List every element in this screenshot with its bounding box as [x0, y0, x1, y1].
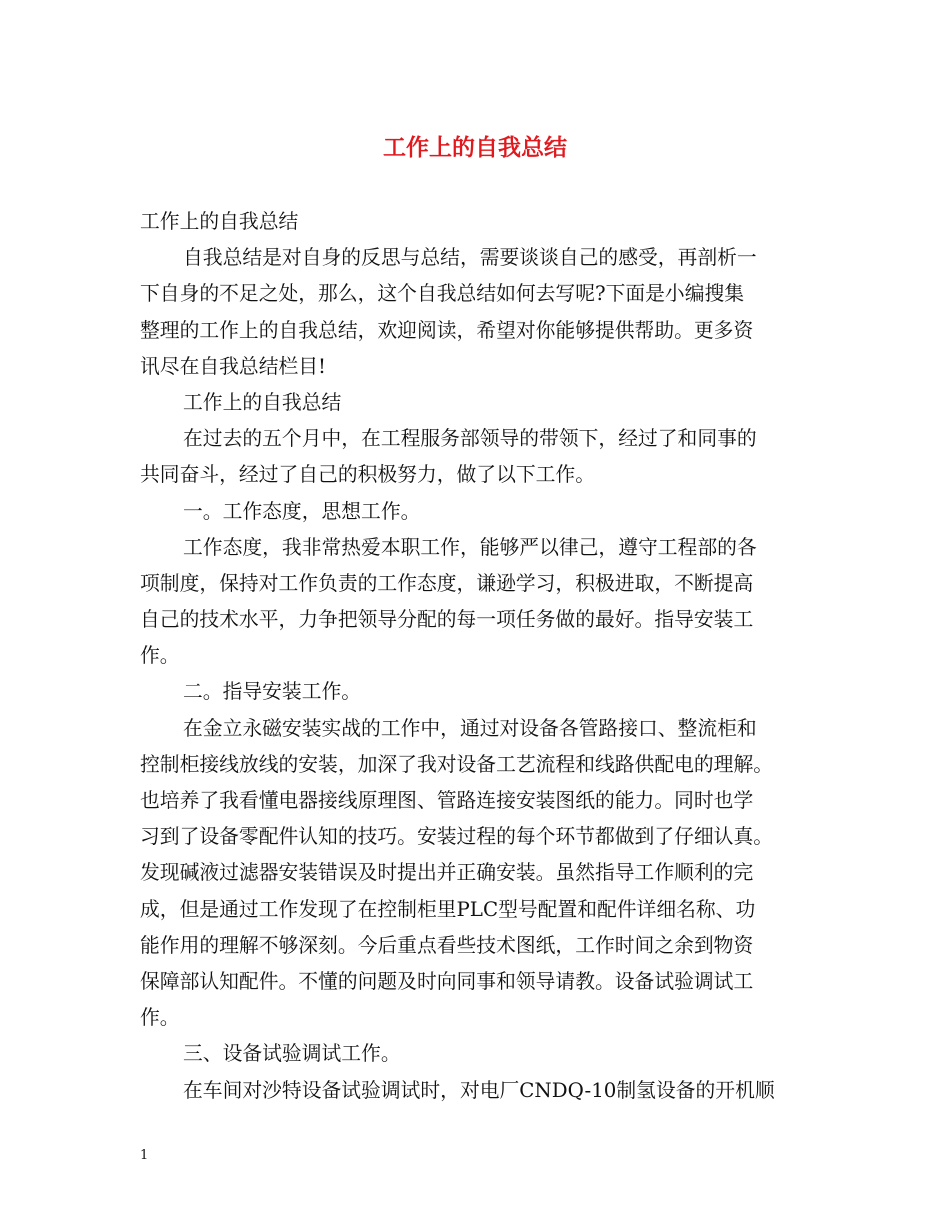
text-line: 项制度，保持对工作负责的工作态度，谦逊学习，积极进取，不断提高	[140, 571, 754, 595]
text-line: 工作上的自我总结	[183, 390, 342, 414]
text-line: 在过去的五个月中，在工程服务部领导的带领下，经过了和同事的	[183, 427, 757, 451]
text-line: 自己的技术水平，力争把领导分配的每一项任务做的最好。指导安装工	[140, 608, 754, 632]
text-line: 在金立永磁安装实战的工作中，通过对设备各管路接口、整流柜和	[183, 716, 757, 740]
text-line: 工作态度，我非常热爱本职工作，能够严以律己，遵守工程部的各	[183, 535, 757, 559]
text-line: 控制柜接线放线的安装，加深了我对设备工艺流程和线路供配电的理解。	[140, 752, 774, 776]
page-number: 1	[140, 1148, 149, 1163]
text-line: 在车间对沙特设备试验调试时，对电厂CNDQ-10制氢设备的开机顺	[183, 1078, 775, 1102]
text-line: 一。工作态度，思想工作。	[183, 499, 421, 523]
document-title: 工作上的自我总结	[383, 135, 567, 161]
text-line: 整理的工作上的自我总结，欢迎阅读，希望对你能够提供帮助。更多资	[140, 318, 754, 342]
text-line: 作。	[140, 644, 180, 668]
text-line: 也培养了我看懂电器接线原理图、管路连接安装图纸的能力。同时也学	[140, 789, 754, 812]
text-line: 发现碱液过滤器安装错误及时提出并正确安装。虽然指导工作顺利的完	[140, 861, 754, 885]
text-line: 作。	[140, 1006, 180, 1030]
text-line: 讯尽在自我总结栏目!	[140, 354, 326, 378]
text-line: 下自身的不足之处，那么，这个自我总结如何去写呢?下面是小编搜集	[140, 282, 745, 306]
text-line: 习到了设备零配件认知的技巧。安装过程的每个环节都做到了仔细认真。	[140, 825, 774, 849]
document-body	[140, 204, 820, 1109]
text-line: 工作上的自我总结	[140, 210, 299, 233]
text-line: 保障部认知配件。不懂的问题及时向同事和领导请教。设备试验调试工	[140, 969, 754, 993]
text-line: 共同奋斗，经过了自己的积极努力，做了以下工作。	[140, 463, 595, 487]
text-line: 成，但是通过工作发现了在控制柜里PLC型号配置和配件详细名称、功	[140, 897, 756, 921]
text-line: 能作用的理解不够深刻。今后重点看些技术图纸，工作时间之余到物资	[140, 933, 754, 957]
text-line: 三、设备试验调试工作。	[183, 1042, 401, 1066]
text-line: 二。指导安装工作。	[183, 680, 362, 704]
text-line: 自我总结是对自身的反思与总结，需要谈谈自己的感受，再剖析一	[183, 246, 757, 270]
